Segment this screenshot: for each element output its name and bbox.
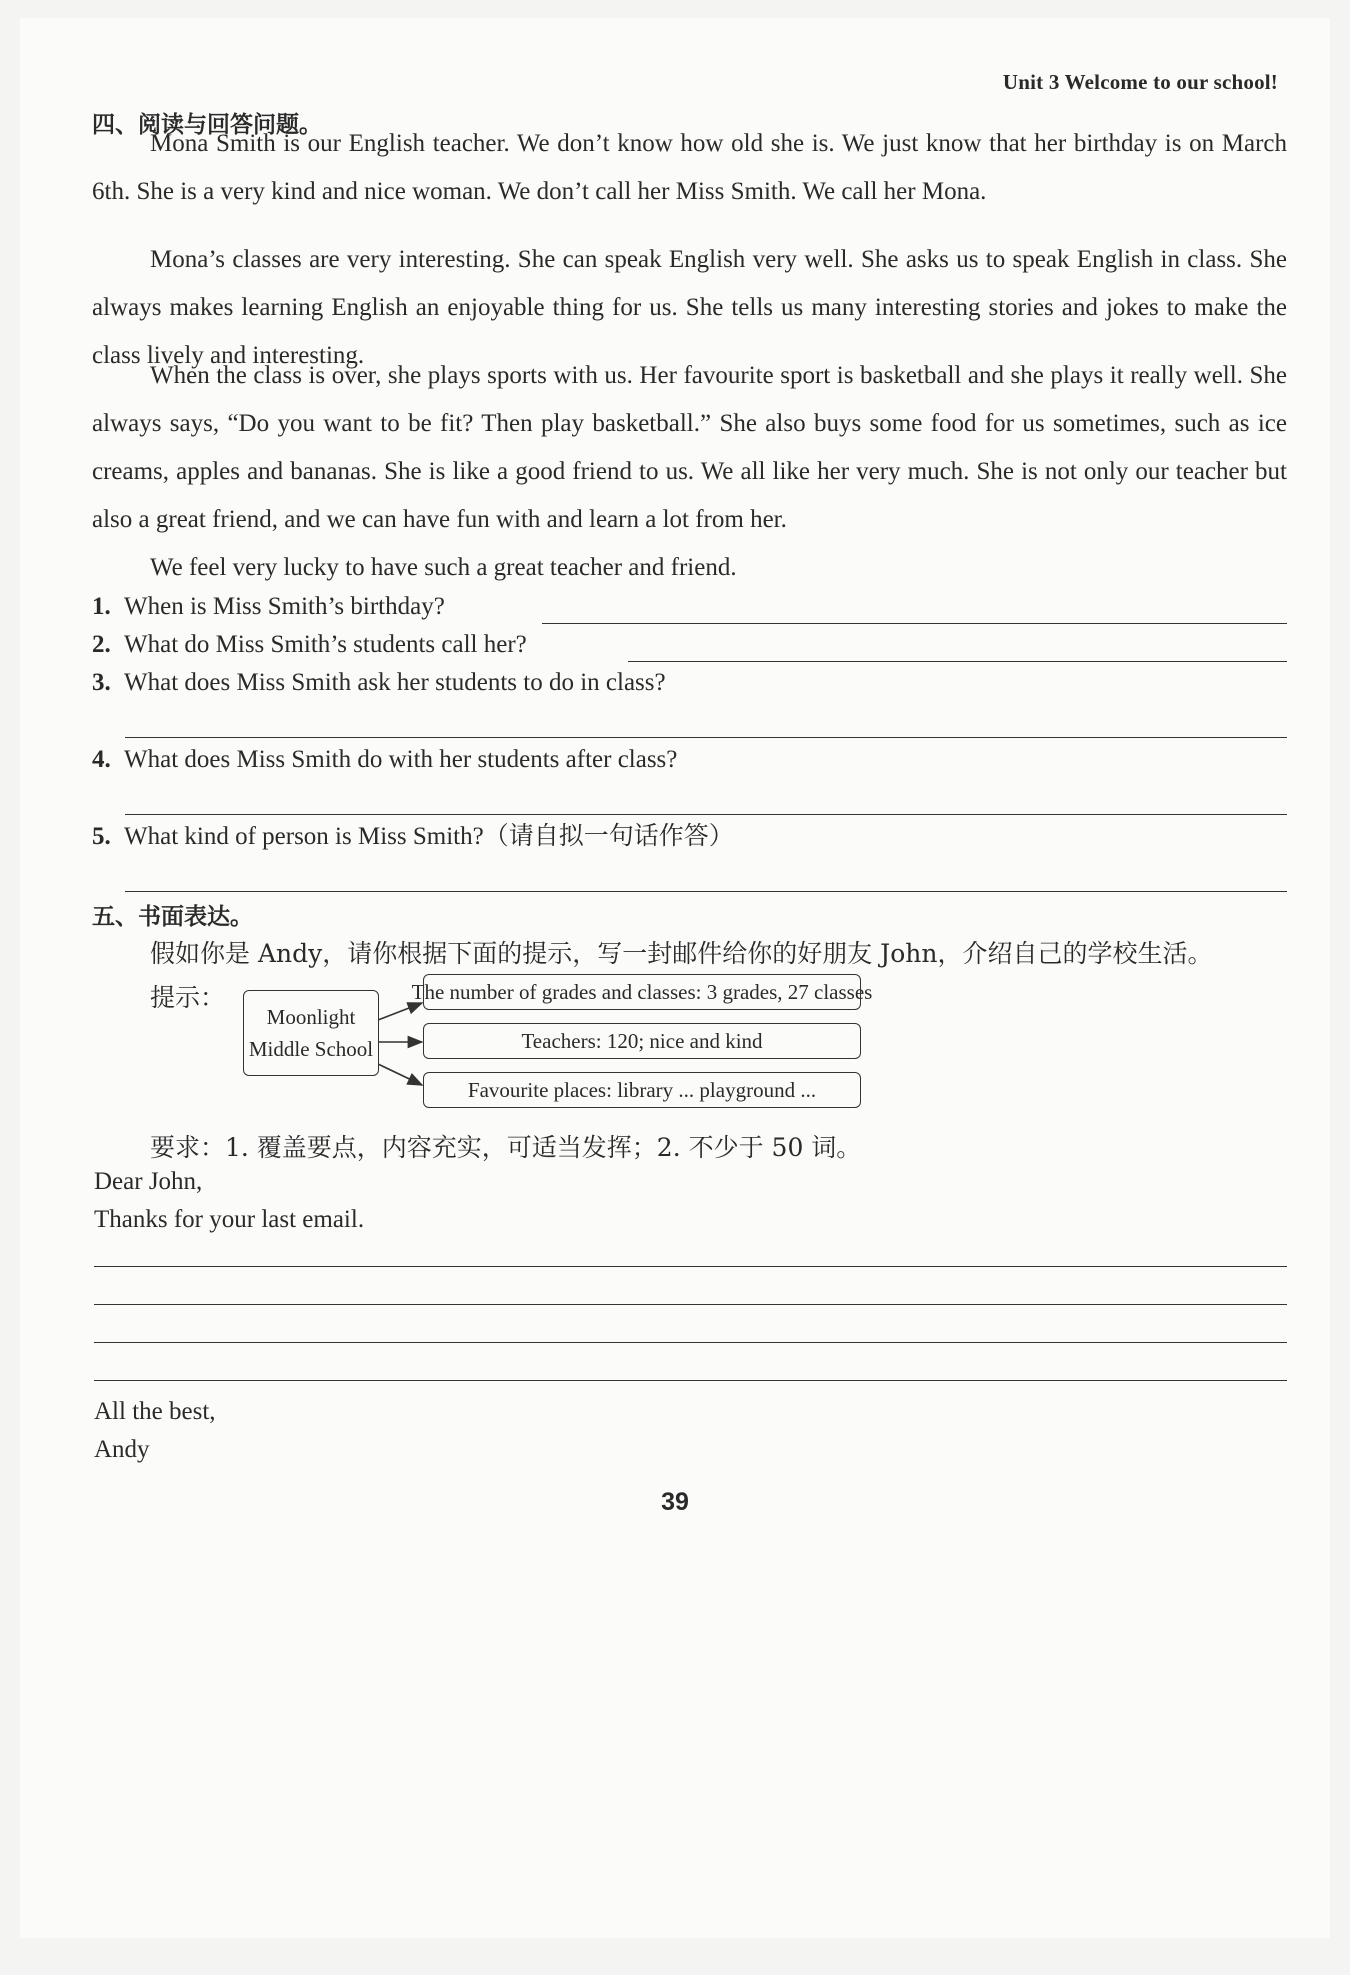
question-text: What do Miss Smith’s students call her? (124, 631, 527, 658)
diagram-arrows (20, 18, 1330, 1118)
section-five-title: 五、书面表达。 (92, 904, 253, 930)
question-number: 2. (92, 631, 111, 658)
letter-greeting: Dear John, (94, 1168, 203, 1195)
letter-signature: Andy (94, 1436, 150, 1463)
arrow-to-places (378, 1064, 422, 1085)
writing-requirements: 要求：1. 覆盖要点，内容充实，可适当发挥；2. 不少于 50 词。 (150, 1133, 862, 1162)
letter-opening: Thanks for your last email. (94, 1206, 365, 1233)
writing-line-4[interactable] (94, 1380, 1287, 1381)
question-number: 5. (92, 823, 111, 850)
question-text: What kind of person is Miss Smith?（请自拟一句话作答） (124, 823, 734, 850)
question-text: What does Miss Smith ask her students to do in class? (124, 669, 666, 696)
letter-closing: All the best, (94, 1398, 216, 1425)
question-number: 3. (92, 669, 111, 696)
diagram-branch-places: Favourite places: library ... playground ... (423, 1072, 861, 1108)
hint-label: 提示： (150, 983, 226, 1012)
question-text: When is Miss Smith’s birthday? (124, 593, 445, 620)
question-text: What does Miss Smith do with her students after class? (124, 746, 678, 773)
writing-line-3[interactable] (94, 1342, 1287, 1343)
passage-paragraph-3: When the class is over, she plays sports with us. Her favourite sport is basketball and she plays it really well. She always says, “Do you want to be fit? Then play basketball.” She also buys some food for us sometimes, such as ice creams, apples and bananas. She is like a good friend to us. We all like her very much. She is not only our teacher but also a great friend, and we can have fun with and learn a lot from her. (92, 362, 1287, 533)
diagram-branch-teachers: Teachers: 120; nice and kind (423, 1023, 861, 1059)
passage-paragraph-2: Mona’s classes are very interesting. She can speak English very well. She asks us to speak English in class. She always makes learning English an enjoyable thing for us. She tells us many interesting stories and jokes to make the class lively and interesting. (92, 246, 1287, 369)
center-line-1: Moonlight (266, 1005, 356, 1029)
passage-paragraph-1: Mona Smith is our English teacher. We don’t know how old she is. We just know that her birthday is on March 6th. She is a very kind and nice woman. We don’t call her Miss Smith. We call her Mona. (92, 130, 1287, 205)
center-line-2: Middle School (248, 1037, 374, 1061)
worksheet-page (20, 18, 1330, 1938)
writing-line-2[interactable] (94, 1304, 1287, 1305)
running-head: Unit 3 Welcome to our school! (1002, 70, 1278, 94)
passage-paragraph-4: We feel very lucky to have such a great teacher and friend. (150, 554, 737, 581)
diagram-branch-grades: The number of grades and classes: 3 grades, 27 classes (423, 974, 861, 1010)
page-number: 39 (661, 1488, 689, 1516)
arrow-to-grades (378, 1003, 422, 1020)
question-number: 1. (92, 593, 111, 620)
diagram-center-school (243, 990, 379, 1076)
section-four-title: 四、阅读与回答问题。 (92, 112, 322, 138)
question-number: 4. (92, 746, 111, 773)
writing-line-1[interactable] (94, 1266, 1287, 1267)
writing-instruction: 假如你是 Andy，请你根据下面的提示，写一封邮件给你的好朋友 John，介绍自己的学校生活。 (150, 939, 1213, 968)
